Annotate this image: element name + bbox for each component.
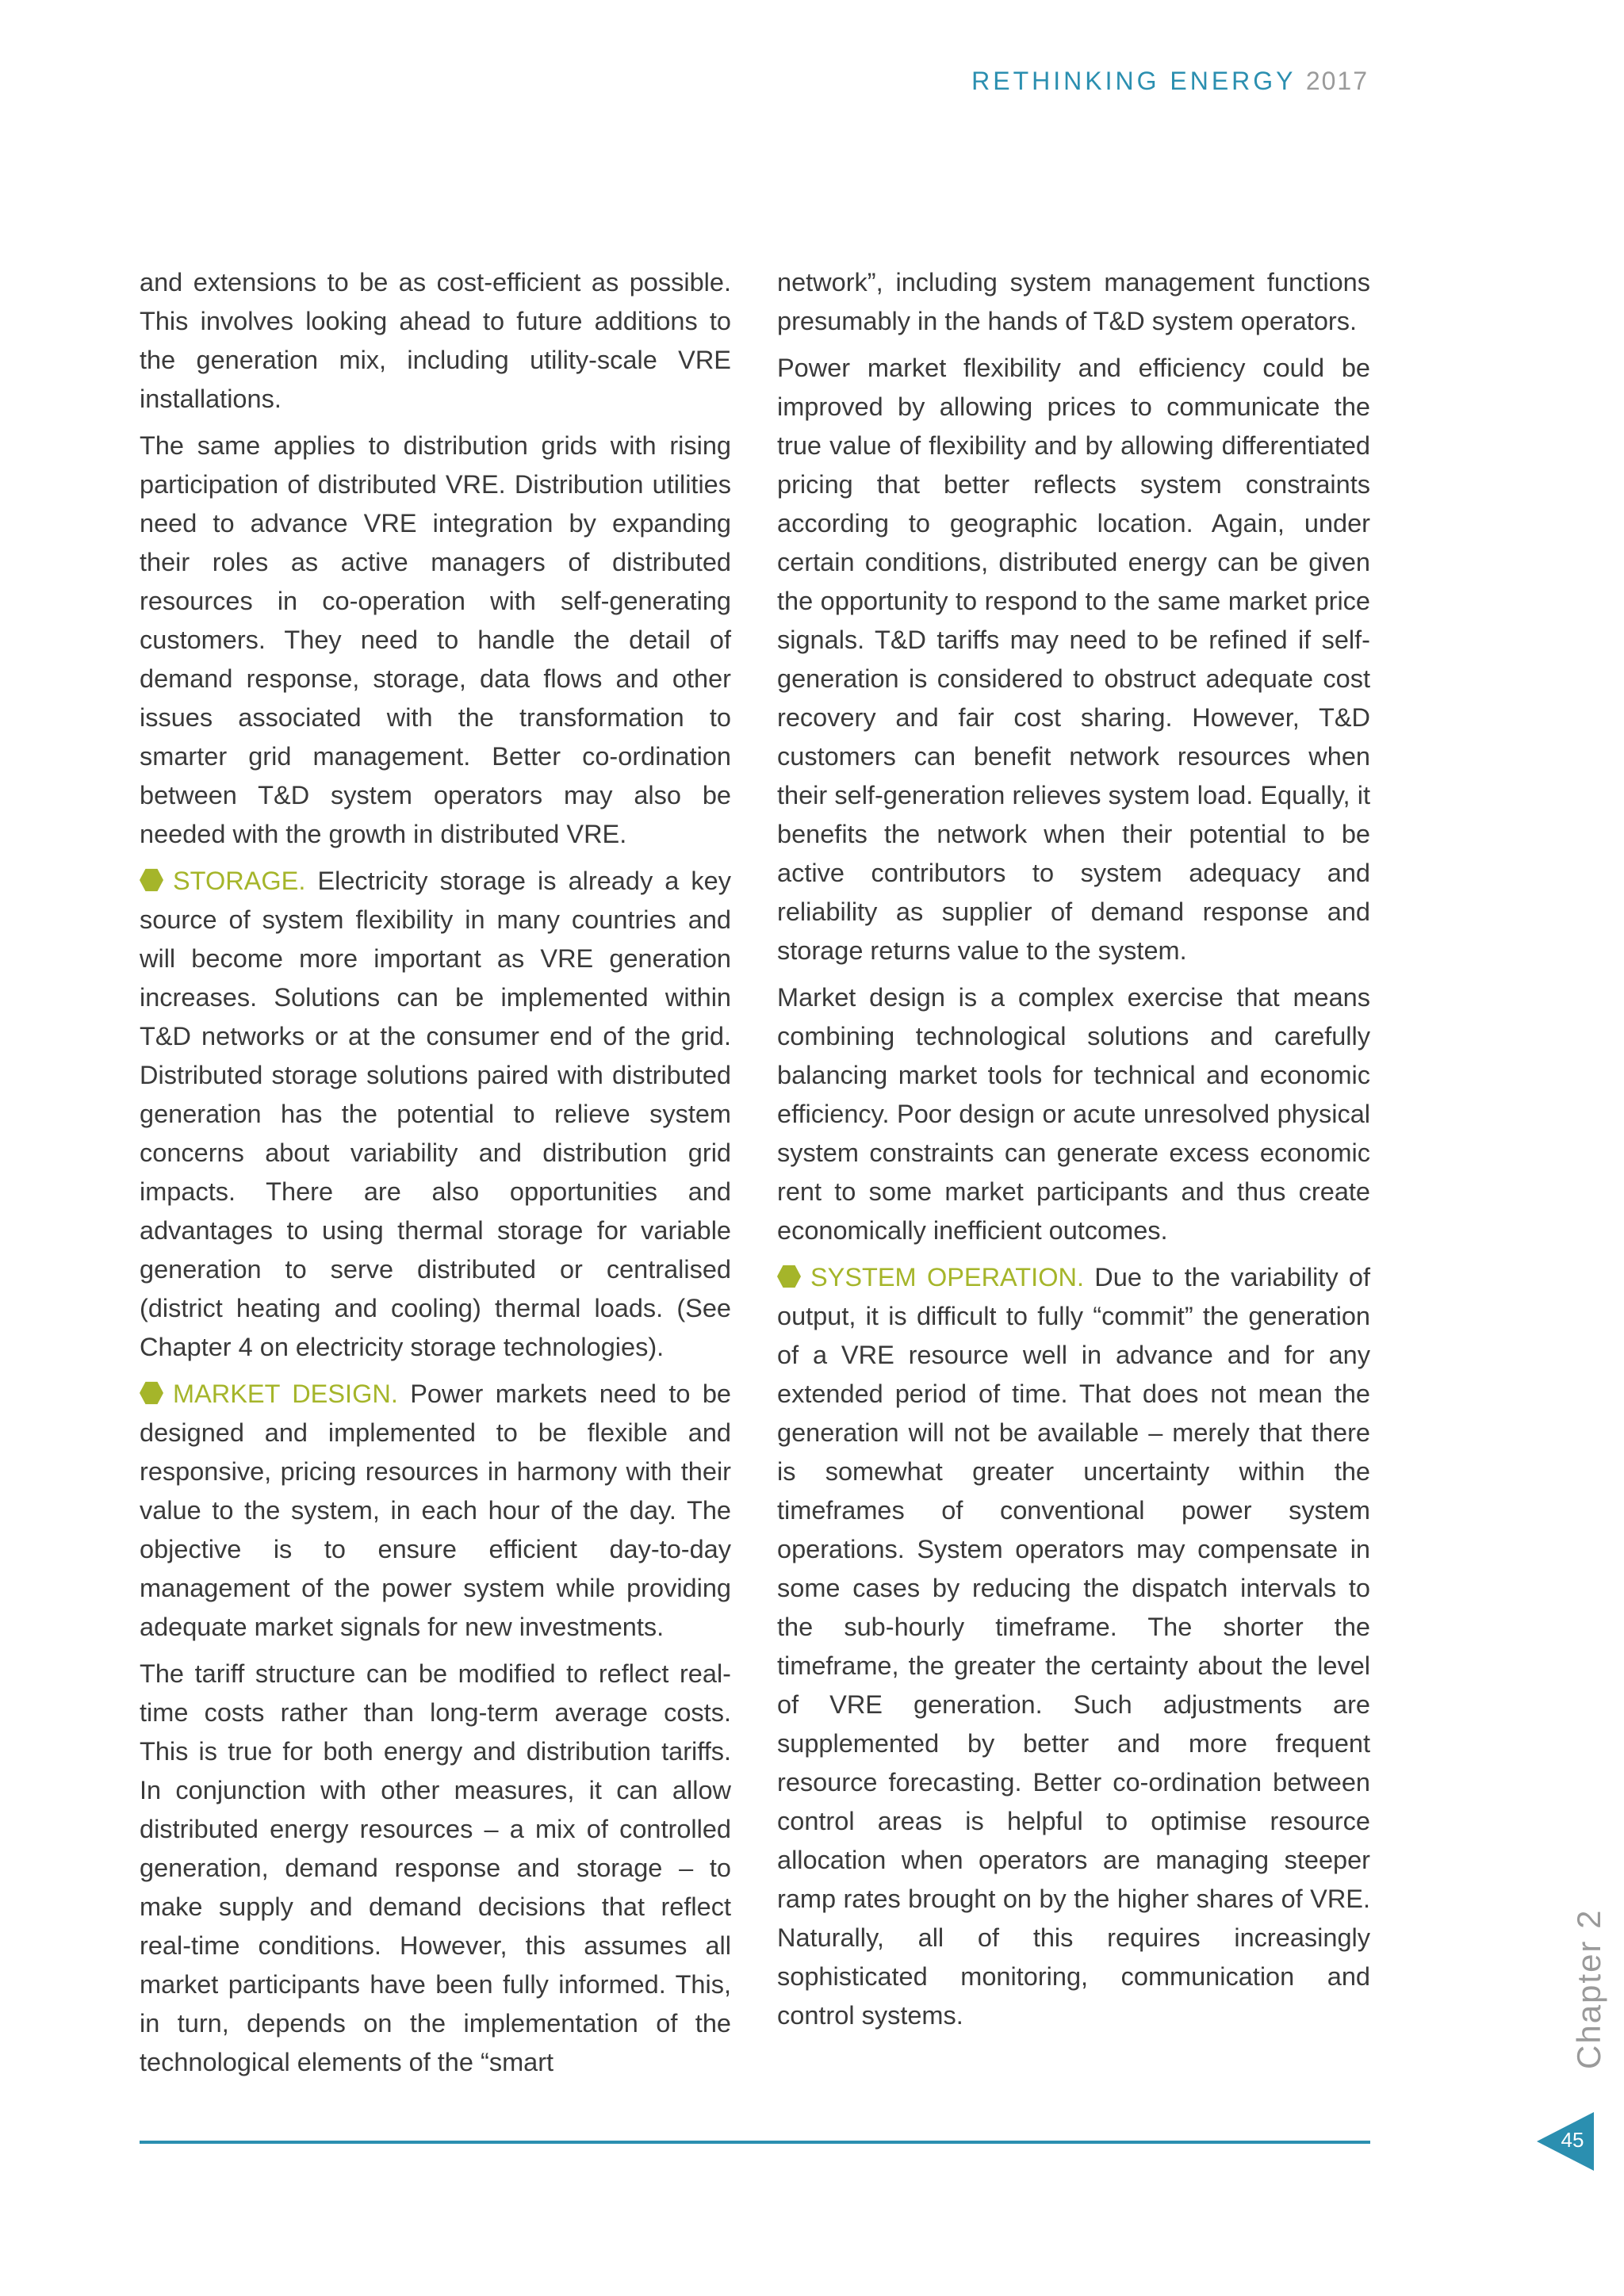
paragraph: Power market flexibility and efficiency could be improved by allowing prices to communicate the true value of flexibility and by allowing differentiated pricing that better reflects system constraints according to geographic location. Again, under certain conditions, distributed energy can be given the opportunity to respond to the same market price signals. T&D tariffs may need to be refined if self-generation is considered to obstruct adequate cost recovery and fair cost sharing. However, T&D customers can benefit network resources when their self-generation relieves system load. Equally, it benefits the network when their potential to be active contributors to system adequacy and reliability as supplier of demand response and storage returns value to the system. xyxy=(777,354,1370,965)
left-column xyxy=(140,263,731,2090)
running-header xyxy=(971,67,1369,96)
section-body: Electricity storage is already a key source of system flexibility in many countries and will become more important as VRE generation increases. Solutions can be implemented within T&D networks or at the consumer end of the grid. Distributed storage solutions paired with distributed generation has the potential to relieve system concerns about variability and distribution grid impacts. There are also opportunities and advantages to using thermal storage for variable generation to serve distributed or centralised (district heating and cooling) thermal loads. (See Chapter 4 on electricity storage technologies). xyxy=(140,867,732,1361)
storage-section xyxy=(140,862,731,1367)
market-design-section xyxy=(140,1375,731,1647)
hexagon-bullet-icon xyxy=(777,1265,801,1288)
right-column xyxy=(777,263,1370,2043)
chapter-label: Chapter 2 xyxy=(1570,1908,1607,2069)
hexagon-bullet-icon xyxy=(140,868,163,892)
system-operation-section xyxy=(777,1258,1370,2035)
section-keyword-storage: STORAGE. xyxy=(173,867,306,895)
publication-title: RETHINKING ENERGY xyxy=(971,67,1296,95)
section-keyword-system-operation: SYSTEM OPERATION. xyxy=(810,1263,1084,1292)
paragraph: Market design is a complex exercise that means combining technological solutions and carefully balancing market tools for technical and economic efficiency. Poor design or acute unresolved physical system constraints can generate excess economic rent to some market participants and thus create economically inefficient outcomes. xyxy=(777,983,1370,1245)
paragraph: network”, including system management functions presumably in the hands of T&D system operators. xyxy=(777,268,1370,335)
hexagon-bullet-icon xyxy=(140,1381,163,1405)
page-number-tab xyxy=(1537,2112,1594,2171)
footer-rule xyxy=(140,2141,1370,2144)
publication-year: 2017 xyxy=(1305,67,1369,95)
paragraph: The same applies to distribution grids with rising participation of distributed VRE. Distribution utilities need to advance VRE integration by expanding their roles as active managers of distributed resources in co-operation with self-generating customers. They need to handle the detail of demand response, storage, data flows and other issues associated with the transformation to smarter grid management. Better co-ordination between T&D system operators may also be needed with the growth in distributed VRE. xyxy=(140,431,731,848)
section-body: Due to the variability of output, it is difficult to fully “commit” the generation of a VRE resource well in advance and for any extended period of time. That does not mean the generation will not be available – merely that there is somewhat greater uncertainty within the timeframes of conventional power system operations. System operators may compensate in some cases by reducing the dispatch intervals to the sub-hourly timeframe. The shorter the timeframe, the greater the certainty about the level of VRE generation. Such adjustments are supplemented by better and more frequent resource forecasting. Better co-ordination between control areas is helpful to optimise resource allocation when operators are managing steeper ramp rates brought on by the higher shares of VRE. Naturally, all of this requires increasingly sophisticated monitoring, communication and control systems. xyxy=(777,1263,1370,2030)
section-keyword-market-design: MARKET DESIGN. xyxy=(173,1380,398,1408)
paragraph: and extensions to be as cost-efficient as possible. This involves looking ahead to future additions to the generation mix, including utility-scale VRE installations. xyxy=(140,268,731,413)
paragraph: The tariff structure can be modified to reflect real-time costs rather than long-term average costs. This is true for both energy and distribution tariffs. In conjunction with other measures, it can allow distributed energy resources – a mix of controlled generation, demand response and storage – to make supply and demand decisions that reflect real-time conditions. However, this assumes all market participants have been fully informed. This, in turn, depends on the implementation of the technological elements of the “smart xyxy=(140,1659,731,2076)
section-body: Power markets need to be designed and implemented to be flexible and responsive, pricing resources in harmony with their value to the system, in each hour of the day. The objective is to ensure efficient day-to-day management of the power system while providing adequate market signals for new investments. xyxy=(140,1380,732,1641)
page-number: 45 xyxy=(1561,2128,1584,2152)
